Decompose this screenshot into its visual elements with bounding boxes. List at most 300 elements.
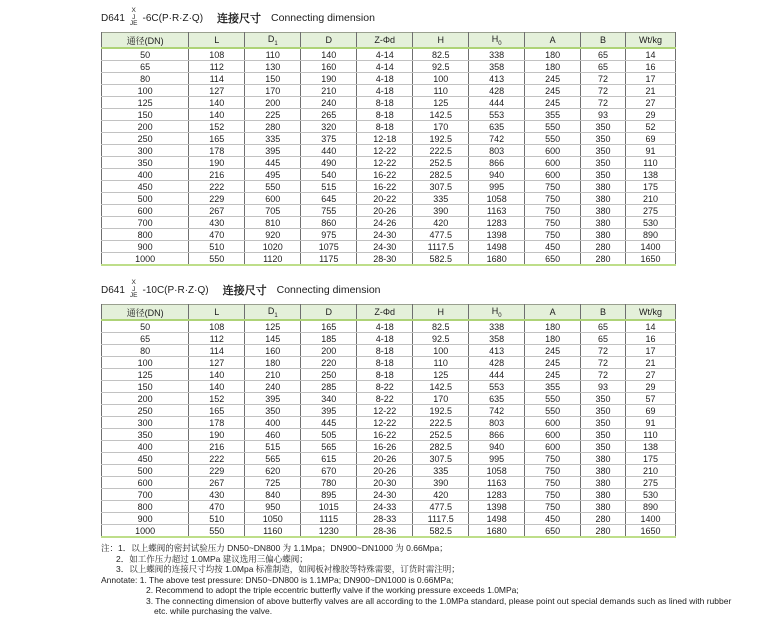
table-cell: 866 <box>469 157 525 169</box>
table-cell: 190 <box>301 73 357 85</box>
table-cell: 165 <box>189 133 245 145</box>
table-cell: 600 <box>525 145 581 157</box>
table-cell: 500 <box>102 465 189 477</box>
table-cell: 29 <box>625 109 675 121</box>
column-header: B <box>581 33 626 49</box>
table-cell: 742 <box>469 405 525 417</box>
table-cell: 300 <box>102 417 189 429</box>
table-cell: 280 <box>581 525 626 538</box>
table-cell: 114 <box>189 345 245 357</box>
title-chinese: 连接尺寸 <box>222 285 267 297</box>
table-cell: 430 <box>189 217 245 229</box>
table-cell: 16-22 <box>357 181 413 193</box>
table-cell: 100 <box>102 85 189 97</box>
table-cell: 150 <box>245 73 301 85</box>
table-cell: 900 <box>102 513 189 525</box>
table-cell: 245 <box>525 73 581 85</box>
table-cell: 1650 <box>625 253 675 266</box>
table-cell: 80 <box>102 345 189 357</box>
table-cell: 8-18 <box>357 369 413 381</box>
table-cell: 175 <box>625 181 675 193</box>
table-row <box>102 133 676 145</box>
title-english: Connecting dimension <box>276 284 381 296</box>
table-cell: 8-18 <box>357 345 413 357</box>
table-cell: 380 <box>581 193 626 205</box>
table-cell: 350 <box>581 157 626 169</box>
table-cell: 14 <box>625 320 675 333</box>
table-row <box>102 477 676 489</box>
table-cell: 400 <box>102 169 189 181</box>
table-cell: 150 <box>102 109 189 121</box>
table-cell: 444 <box>469 369 525 381</box>
table-row <box>102 97 676 109</box>
table-cell: 505 <box>301 429 357 441</box>
table-cell: 110 <box>625 157 675 169</box>
table-cell: 890 <box>625 501 675 513</box>
table-cell: 4-14 <box>357 48 413 61</box>
table-cell: 1020 <box>245 241 301 253</box>
model-suffix: -10C(P·R·Z·Q) <box>142 284 209 296</box>
table-cell: 127 <box>189 357 245 369</box>
table-cell: 27 <box>625 369 675 381</box>
table-cell: 550 <box>525 393 581 405</box>
table-row <box>102 393 676 405</box>
table-cell: 112 <box>189 333 245 345</box>
table-cell: 600 <box>525 417 581 429</box>
table-cell: 108 <box>189 48 245 61</box>
table-cell: 108 <box>189 320 245 333</box>
table-cell: 57 <box>625 393 675 405</box>
table-cell: 160 <box>301 61 357 73</box>
note-en-3: 3. The connecting dimension of above butterfly valves are all according to the 1.0MPa standard, please point out special demands such as lined with rubber <box>146 595 732 606</box>
table-cell: 190 <box>189 429 245 441</box>
table-cell: 550 <box>189 253 245 266</box>
table-cell: 803 <box>469 145 525 157</box>
table-cell: 200 <box>102 121 189 133</box>
table-cell: 350 <box>581 429 626 441</box>
table-cell: 210 <box>625 465 675 477</box>
table-cell: 125 <box>245 320 301 333</box>
table-row <box>102 441 676 453</box>
table-cell: 380 <box>581 217 626 229</box>
table-cell: 350 <box>581 169 626 181</box>
table-cell: 380 <box>581 229 626 241</box>
table-row <box>102 357 676 369</box>
table-row <box>102 217 676 229</box>
table-cell: 222 <box>189 181 245 193</box>
table-cell: 216 <box>189 441 245 453</box>
table-cell: 28-33 <box>357 513 413 525</box>
table-row <box>102 48 676 61</box>
table-row <box>102 109 676 121</box>
table-cell: 69 <box>625 405 675 417</box>
table-cell: 110 <box>413 357 469 369</box>
table-cell: 645 <box>301 193 357 205</box>
table-cell: 350 <box>245 405 301 417</box>
table-cell: 280 <box>581 241 626 253</box>
table-cell: 12-22 <box>357 417 413 429</box>
table-cell: 338 <box>469 320 525 333</box>
table-cell: 92.5 <box>413 61 469 73</box>
table-cell: 413 <box>469 73 525 85</box>
table-row <box>102 525 676 538</box>
table-cell: 210 <box>625 193 675 205</box>
table-cell: 350 <box>102 157 189 169</box>
table-cell: 450 <box>102 453 189 465</box>
model-code: D641 <box>101 12 125 24</box>
table-cell: 185 <box>301 333 357 345</box>
table-cell: 245 <box>525 97 581 109</box>
table-cell: 282.5 <box>413 169 469 181</box>
table-cell: 650 <box>525 253 581 266</box>
table-cell: 338 <box>469 48 525 61</box>
table-cell: 65 <box>581 48 626 61</box>
table-cell: 413 <box>469 345 525 357</box>
table-cell: 12-18 <box>357 133 413 145</box>
table-cell: 145 <box>245 333 301 345</box>
table-cell: 28-30 <box>357 253 413 266</box>
table-cell: 920 <box>245 229 301 241</box>
table-cell: 72 <box>581 357 626 369</box>
table-cell: 600 <box>525 441 581 453</box>
table-cell: 380 <box>581 465 626 477</box>
table-cell: 750 <box>525 501 581 513</box>
table-row <box>102 405 676 417</box>
table-cell: 600 <box>102 477 189 489</box>
table-cell: 490 <box>301 157 357 169</box>
table2-body <box>102 320 676 537</box>
table-cell: 380 <box>581 477 626 489</box>
table-cell: 24-26 <box>357 217 413 229</box>
table-row <box>102 345 676 357</box>
table-cell: 20-26 <box>357 453 413 465</box>
table-cell: 165 <box>189 405 245 417</box>
column-header: $D_1$ <box>245 33 301 49</box>
table-cell: 1680 <box>469 253 525 266</box>
table-cell: 170 <box>413 393 469 405</box>
table-cell: 280 <box>581 253 626 266</box>
column-header: Z-Φd <box>357 33 413 49</box>
table-cell: 82.5 <box>413 48 469 61</box>
table-cell: 275 <box>625 205 675 217</box>
table-cell: 216 <box>189 169 245 181</box>
table-cell: 125 <box>413 369 469 381</box>
table-cell: 350 <box>581 133 626 145</box>
variant-top: X <box>131 7 136 15</box>
table-cell: 750 <box>525 193 581 205</box>
table-cell: 1230 <box>301 525 357 538</box>
table-cell: 1400 <box>625 241 675 253</box>
table-cell: 380 <box>581 489 626 501</box>
table-cell: 200 <box>245 97 301 109</box>
table-cell: 210 <box>245 369 301 381</box>
table-cell: 450 <box>525 513 581 525</box>
table-cell: 65 <box>581 61 626 73</box>
table-cell: 225 <box>245 109 301 121</box>
table-cell: 65 <box>102 61 189 73</box>
table-cell: 142.5 <box>413 381 469 393</box>
table-cell: 380 <box>581 181 626 193</box>
table-cell: 635 <box>469 121 525 133</box>
table-cell: 1398 <box>469 501 525 513</box>
table-cell: 1058 <box>469 193 525 205</box>
table-cell: 1160 <box>245 525 301 538</box>
column-header: $D_1$ <box>245 305 301 321</box>
table-row <box>102 429 676 441</box>
table-cell: 110 <box>413 85 469 97</box>
table-cell: 550 <box>245 181 301 193</box>
table-cell: 400 <box>102 441 189 453</box>
table-cell: 420 <box>413 217 469 229</box>
table-cell: 1400 <box>625 513 675 525</box>
table-cell: 358 <box>469 61 525 73</box>
table-cell: 160 <box>245 345 301 357</box>
table-cell: 390 <box>413 205 469 217</box>
table-cell: 1000 <box>102 253 189 266</box>
table-cell: 428 <box>469 357 525 369</box>
table-cell: 222 <box>189 453 245 465</box>
table-cell: 1117.5 <box>413 241 469 253</box>
table-cell: 470 <box>189 229 245 241</box>
note-cn-1: 注：1．以上蝶阀的密封试验压力 DN50~DN800 为 1.1Mpa；DN900~DN1000 为 0.66Mpa； <box>101 543 448 553</box>
table-cell: 14 <box>625 48 675 61</box>
column-header: 通径(DN) <box>102 33 189 49</box>
table-cell: 65 <box>581 333 626 345</box>
catalog-page <box>101 6 732 617</box>
table-cell: 17 <box>625 73 675 85</box>
table-cell: 20-22 <box>357 193 413 205</box>
table-cell: 16-22 <box>357 169 413 181</box>
table-cell: 445 <box>245 157 301 169</box>
table-cell: 600 <box>102 205 189 217</box>
table-cell: 140 <box>189 369 245 381</box>
table-cell: 152 <box>189 393 245 405</box>
table-cell: 16 <box>625 333 675 345</box>
table-cell: 50 <box>102 48 189 61</box>
table-cell: 750 <box>525 181 581 193</box>
table-cell: 240 <box>245 381 301 393</box>
table-cell: 860 <box>301 217 357 229</box>
table-cell: 130 <box>245 61 301 73</box>
model-variant-stack <box>130 8 138 28</box>
table-cell: 200 <box>301 345 357 357</box>
table-cell: 4-18 <box>357 85 413 97</box>
table-cell: 1498 <box>469 241 525 253</box>
table-cell: 1650 <box>625 525 675 538</box>
note-en-2: 2. Recommend to adopt the triple eccentric butterfly valve if the working pressure exceeds 1.0MPa; <box>146 585 519 595</box>
table-cell: 150 <box>102 381 189 393</box>
column-header: Z-Φd <box>357 305 413 321</box>
table-row <box>102 121 676 133</box>
table-cell: 265 <box>301 109 357 121</box>
table-cell: 65 <box>102 333 189 345</box>
table-cell: 69 <box>625 133 675 145</box>
table-cell: 550 <box>525 133 581 145</box>
table-cell: 170 <box>245 85 301 97</box>
table-cell: 175 <box>625 453 675 465</box>
table-cell: 380 <box>581 205 626 217</box>
table-cell: 940 <box>469 169 525 181</box>
table-cell: 1015 <box>301 501 357 513</box>
table1-title <box>101 6 676 30</box>
table-cell: 335 <box>413 465 469 477</box>
table-cell: 495 <box>245 169 301 181</box>
table-cell: 995 <box>469 181 525 193</box>
table-cell: 275 <box>625 477 675 489</box>
table-cell: 440 <box>301 145 357 157</box>
table-row <box>102 241 676 253</box>
table-cell: 24-33 <box>357 501 413 513</box>
table-cell: 350 <box>581 393 626 405</box>
table-cell: 420 <box>413 489 469 501</box>
table-cell: 12-22 <box>357 405 413 417</box>
column-header: D <box>301 33 357 49</box>
table-row <box>102 465 676 477</box>
table-cell: 750 <box>525 477 581 489</box>
table-cell: 93 <box>581 381 626 393</box>
table-cell: 307.5 <box>413 181 469 193</box>
table-cell: 245 <box>525 357 581 369</box>
table-cell: 140 <box>189 109 245 121</box>
table-cell: 750 <box>525 489 581 501</box>
table-row <box>102 489 676 501</box>
table-cell: 245 <box>525 85 581 97</box>
table-row <box>102 157 676 169</box>
table-cell: 250 <box>301 369 357 381</box>
table-cell: 350 <box>581 145 626 157</box>
table-cell: 444 <box>469 97 525 109</box>
table-cell: 282.5 <box>413 441 469 453</box>
table-cell: 510 <box>189 241 245 253</box>
column-header: 通径(DN) <box>102 305 189 321</box>
header-row <box>102 33 676 49</box>
table-cell: 780 <box>301 477 357 489</box>
table-row <box>102 85 676 97</box>
table-cell: 180 <box>245 357 301 369</box>
table-cell: 285 <box>301 381 357 393</box>
table-cell: 8-18 <box>357 109 413 121</box>
variant-mid: J <box>132 285 136 293</box>
table-cell: 250 <box>102 405 189 417</box>
table-cell: 170 <box>413 121 469 133</box>
table-cell: 252.5 <box>413 157 469 169</box>
table-cell: 1398 <box>469 229 525 241</box>
table-cell: 565 <box>245 453 301 465</box>
table-cell: 16-22 <box>357 429 413 441</box>
table-cell: 125 <box>102 97 189 109</box>
table-cell: 460 <box>245 429 301 441</box>
table-cell: 12-22 <box>357 157 413 169</box>
table-cell: 540 <box>301 169 357 181</box>
table-cell: 500 <box>102 193 189 205</box>
table-cell: 267 <box>189 205 245 217</box>
table-cell: 350 <box>581 417 626 429</box>
variant-bottom: JE <box>129 292 138 300</box>
table-cell: 670 <box>301 465 357 477</box>
table-cell: 4-18 <box>357 73 413 85</box>
table-cell: 138 <box>625 441 675 453</box>
table-cell: 21 <box>625 357 675 369</box>
column-header: H <box>413 33 469 49</box>
table-cell: 267 <box>189 477 245 489</box>
table-cell: 229 <box>189 465 245 477</box>
table-cell: 152 <box>189 121 245 133</box>
table-cell: 8-22 <box>357 393 413 405</box>
table-cell: 72 <box>581 345 626 357</box>
table-cell: 995 <box>469 453 525 465</box>
dimension-table-10c <box>101 304 676 538</box>
table-cell: 100 <box>102 357 189 369</box>
table-cell: 1120 <box>245 253 301 266</box>
table-cell: 178 <box>189 417 245 429</box>
table-cell: 895 <box>301 489 357 501</box>
table-cell: 553 <box>469 109 525 121</box>
table-cell: 890 <box>625 229 675 241</box>
table-row <box>102 61 676 73</box>
table-cell: 180 <box>525 48 581 61</box>
table-cell: 21 <box>625 85 675 97</box>
table-cell: 180 <box>525 61 581 73</box>
table-cell: 395 <box>301 405 357 417</box>
table-cell: 515 <box>301 181 357 193</box>
table-cell: 477.5 <box>413 501 469 513</box>
table-cell: 320 <box>301 121 357 133</box>
table-cell: 222.5 <box>413 417 469 429</box>
title-english: Connecting dimension <box>271 12 375 24</box>
column-header: H <box>413 305 469 321</box>
table-cell: 750 <box>525 465 581 477</box>
table-cell: 4-18 <box>357 333 413 345</box>
table-cell: 4-14 <box>357 61 413 73</box>
table-row <box>102 73 676 85</box>
table-row <box>102 145 676 157</box>
table-cell: 445 <box>301 417 357 429</box>
table-cell: 192.5 <box>413 405 469 417</box>
table-cell: 20-26 <box>357 465 413 477</box>
table-cell: 1283 <box>469 217 525 229</box>
table-cell: 600 <box>525 429 581 441</box>
table-cell: 335 <box>245 133 301 145</box>
table-cell: 950 <box>245 501 301 513</box>
table-row <box>102 333 676 345</box>
table-cell: 550 <box>189 525 245 538</box>
table-cell: 400 <box>245 417 301 429</box>
table-cell: 725 <box>245 477 301 489</box>
table-cell: 800 <box>102 229 189 241</box>
table-cell: 1163 <box>469 205 525 217</box>
column-header: Wt/kg <box>625 33 675 49</box>
column-header: A <box>525 305 581 321</box>
table-cell: 72 <box>581 369 626 381</box>
table-cell: 582.5 <box>413 525 469 538</box>
table-cell: 252.5 <box>413 429 469 441</box>
table-cell: 72 <box>581 97 626 109</box>
table-cell: 615 <box>301 453 357 465</box>
title-chinese: 连接尺寸 <box>217 13 262 25</box>
table-cell: 240 <box>301 97 357 109</box>
table-cell: 8-22 <box>357 381 413 393</box>
table-cell: 705 <box>245 205 301 217</box>
table-cell: 229 <box>189 193 245 205</box>
table-cell: 700 <box>102 489 189 501</box>
table-cell: 100 <box>413 345 469 357</box>
table-cell: 380 <box>581 501 626 513</box>
table-row <box>102 369 676 381</box>
table-cell: 28-36 <box>357 525 413 538</box>
table-cell: 8-18 <box>357 121 413 133</box>
table-cell: 565 <box>301 441 357 453</box>
table-cell: 510 <box>189 513 245 525</box>
